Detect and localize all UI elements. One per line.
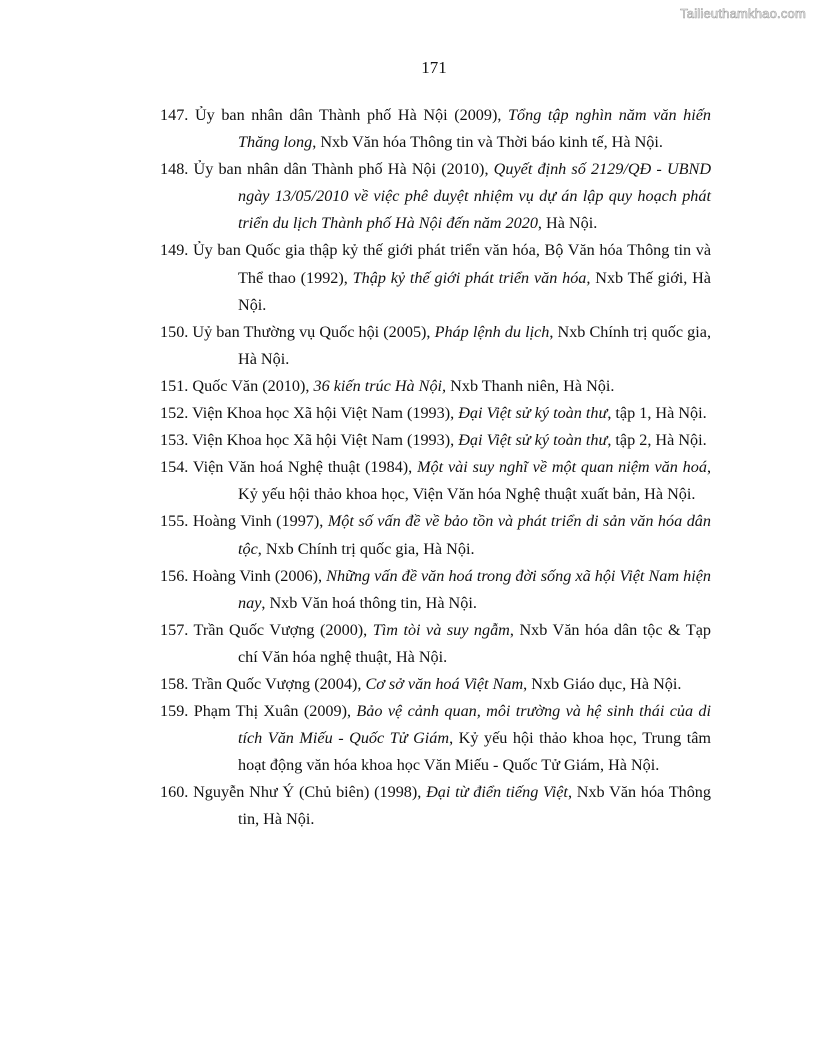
reference-publisher: , Nxb Văn hóa dân tộc & Tạp chí Văn hóa nghệ thuật, Hà Nội. bbox=[238, 620, 712, 666]
reference-item bbox=[160, 779, 711, 833]
reference-title: Pháp lệnh du lịch bbox=[434, 322, 550, 341]
reference-number: 155. bbox=[160, 512, 193, 531]
reference-item bbox=[160, 454, 711, 508]
reference-number: 152. bbox=[160, 404, 193, 423]
reference-list bbox=[160, 102, 711, 834]
reference-publisher: , Nxb Giáo dục, Hà Nội. bbox=[523, 674, 682, 693]
reference-item bbox=[160, 319, 711, 373]
reference-title: Tìm tòi và suy ngẫm bbox=[372, 620, 510, 639]
reference-number: 149. bbox=[160, 241, 193, 260]
reference-publisher: , Nxb Văn hóa Thông tin, Hà Nội. bbox=[238, 783, 711, 829]
reference-item bbox=[160, 237, 711, 318]
reference-publisher: Nxb Thanh niên, Hà Nội. bbox=[446, 376, 615, 395]
reference-title: Thập kỷ thế giới phát triển văn hóa, bbox=[352, 268, 591, 287]
reference-author: Phạm Thị Xuân (2009), bbox=[193, 702, 357, 721]
reference-publisher: Nxb Thế giới, Hà Nội. bbox=[238, 268, 711, 314]
reference-title: Một số vấn đề về bảo tồn và phát triển di sản văn hóa dân tộc bbox=[238, 512, 711, 558]
reference-publisher: , Kỷ yếu hội thảo khoa học, Viện Văn hóa Nghệ thuật xuất bản, Hà Nội. bbox=[238, 458, 711, 504]
reference-publisher: , tập 1, Hà Nội. bbox=[607, 404, 707, 423]
page-number: 171 bbox=[421, 58, 447, 77]
reference-author: Ủy ban Quốc gia thập kỷ thế giới phát triển văn hóa, Bộ Văn hóa Thông tin và Thể thao (1992), bbox=[192, 241, 712, 287]
reference-number: 158. bbox=[160, 674, 193, 693]
reference-item bbox=[160, 102, 711, 156]
reference-item bbox=[160, 563, 711, 617]
reference-title: Đại từ điển tiếng Việt bbox=[426, 783, 568, 802]
reference-number: 160. bbox=[160, 783, 194, 802]
reference-publisher: , Kỷ yếu hội thảo khoa học, Trung tâm hoạt động văn hóa khoa học Văn Miếu - Quốc Tử Giám, Hà Nội. bbox=[238, 729, 711, 775]
reference-number: 154. bbox=[160, 458, 193, 477]
reference-item bbox=[160, 156, 711, 237]
reference-title: Tổng tập nghìn năm văn hiến Thăng long bbox=[238, 106, 712, 152]
reference-author: Viện Khoa học Xã hội Việt Nam (1993), bbox=[192, 404, 459, 423]
reference-item bbox=[160, 400, 711, 427]
reference-author: Nguyễn Như Ý (Chủ biên) (1998), bbox=[193, 783, 427, 802]
reference-publisher: , Nxb Chính trị quốc gia, Hà Nội. bbox=[238, 322, 711, 368]
reference-publisher: , tập 2, Hà Nội. bbox=[607, 431, 707, 450]
reference-number: 147. bbox=[160, 106, 195, 124]
reference-publisher: , Hà Nội. bbox=[537, 214, 598, 233]
reference-item bbox=[160, 698, 711, 779]
reference-author: Trần Quốc Vượng (2004), bbox=[192, 674, 366, 693]
reference-title: Đại Việt sử ký toàn thư bbox=[458, 431, 608, 450]
reference-author: Trần Quốc Vượng (2000), bbox=[193, 620, 373, 639]
reference-author: Ủy ban nhân dân Thành phố Hà Nội (2009), bbox=[194, 106, 509, 124]
reference-item bbox=[160, 427, 711, 454]
reference-number: 156. bbox=[160, 566, 193, 585]
reference-author: Ủy ban nhân dân Thành phố Hà Nội (2010), bbox=[193, 160, 494, 179]
reference-author: Hoàng Vinh (1997), bbox=[192, 512, 328, 531]
reference-number: 148. bbox=[160, 160, 194, 179]
reference-author: Viện Khoa học Xã hội Việt Nam (1993), bbox=[192, 431, 459, 450]
reference-author: Quốc Văn (2010), bbox=[192, 376, 314, 395]
reference-title: Bảo vệ cảnh quan, môi trường và hệ sinh thái của di tích Văn Miếu - Quốc Tử Giám bbox=[238, 702, 712, 748]
reference-title: Một vài suy nghĩ về một quan niệm văn hoá bbox=[417, 458, 707, 477]
reference-number: 157. bbox=[160, 620, 194, 639]
reference-publisher: , Nxb Văn hoá thông tin, Hà Nội. bbox=[261, 593, 477, 612]
reference-title: 36 kiến trúc Hà Nội, bbox=[313, 376, 447, 395]
reference-publisher: , Nxb Chính trị quốc gia, Hà Nội. bbox=[257, 539, 475, 558]
reference-number: 151. bbox=[160, 376, 193, 395]
reference-publisher: , Nxb Văn hóa Thông tin và Thời báo kinh tế, Hà Nội. bbox=[312, 133, 663, 152]
reference-item bbox=[160, 617, 711, 671]
reference-item bbox=[160, 671, 711, 698]
reference-title: Những vấn đề văn hoá trong đời sống xã hội Việt Nam hiện nay bbox=[238, 566, 712, 612]
reference-number: 150. bbox=[160, 322, 193, 341]
reference-title: Quyết định số 2129/QĐ - UBND ngày 13/05/2010 về việc phê duyệt nhiệm vụ dự án lập quy hoạch phát triển du lịch Thành phố Hà Nội đến năm 2020 bbox=[238, 160, 712, 233]
reference-item bbox=[160, 508, 711, 562]
reference-number: 153. bbox=[160, 431, 193, 450]
reference-item bbox=[160, 373, 711, 400]
reference-number: 159. bbox=[160, 702, 194, 721]
watermark: Tailieuthamkhao.com bbox=[680, 6, 806, 21]
reference-author: Hoàng Vinh (2006), bbox=[192, 566, 327, 585]
reference-title: Đại Việt sử ký toàn thư bbox=[458, 404, 608, 423]
reference-author: Viện Văn hoá Nghệ thuật (1984), bbox=[192, 458, 418, 477]
reference-title: Cơ sở văn hoá Việt Nam bbox=[365, 674, 524, 693]
reference-author: Uỷ ban Thường vụ Quốc hội (2005), bbox=[192, 322, 435, 341]
